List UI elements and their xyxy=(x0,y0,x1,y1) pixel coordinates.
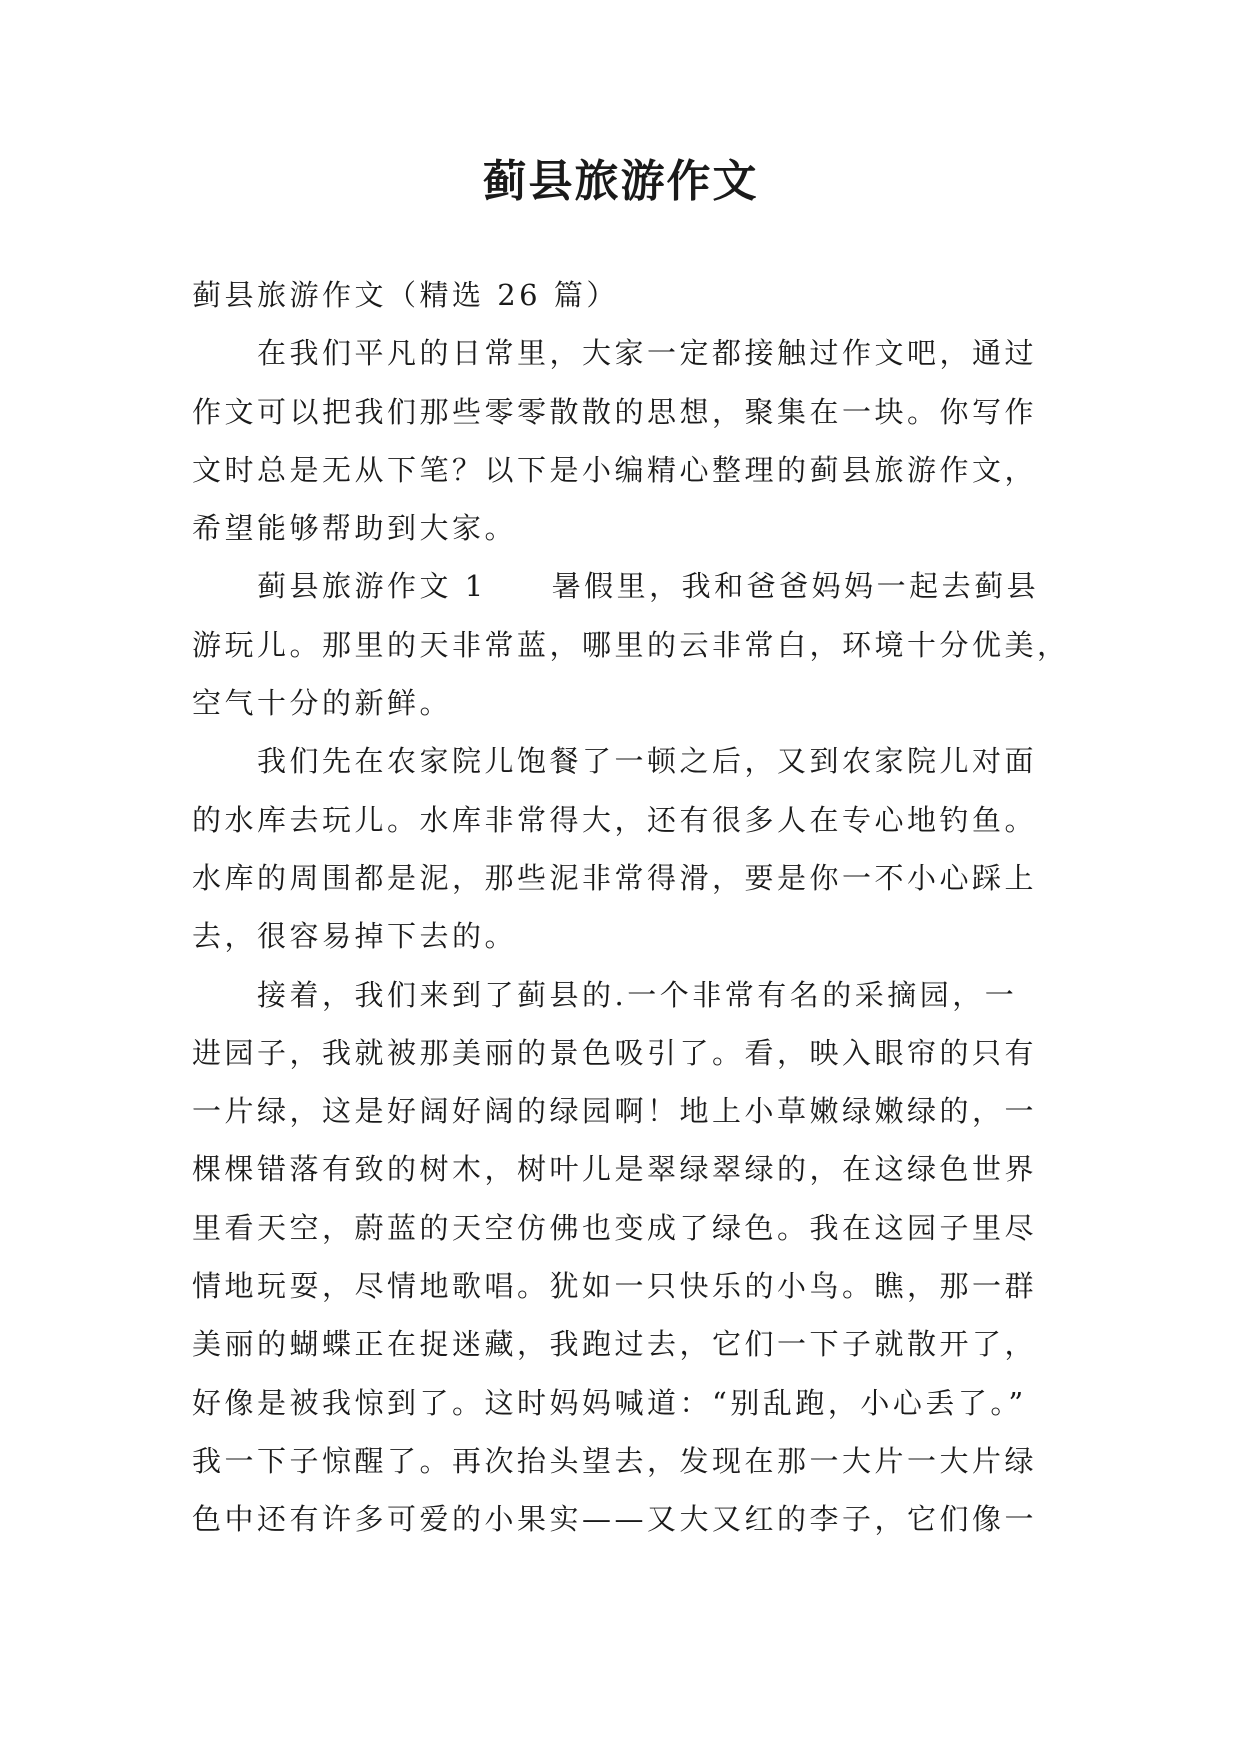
text-line: 蓟县旅游作文 1 暑假里，我和爸爸妈妈一起去蓟县 xyxy=(257,569,1040,604)
text-line: 我一下子惊醒了。再次抬头望去，发现在那一大片一大片绿 xyxy=(192,1443,1038,1478)
document-body xyxy=(192,266,1070,1549)
document-title: 蓟县旅游作文 xyxy=(482,156,759,207)
text-line: 一片绿，这是好阔好阔的绿园啊！地上小草嫩绿嫩绿的，一 xyxy=(192,1094,1038,1129)
text-line: 在我们平凡的日常里，大家一定都接触过作文吧，通过 xyxy=(257,336,1038,371)
text-line: 作文可以把我们那些零零散散的思想，聚集在一块。你写作 xyxy=(192,394,1038,429)
text-line: 文时总是无从下笔？以下是小编精心整理的蓟县旅游作文， xyxy=(192,452,1038,487)
text-line: 里看天空，蔚蓝的天空仿佛也变成了绿色。我在这园子里尽 xyxy=(192,1210,1038,1245)
text-line: 的水库去玩儿。水库非常得大，还有很多人在专心地钓鱼。 xyxy=(192,802,1038,837)
text-line: 色中还有许多可爱的小果实——又大又红的李子，它们像一 xyxy=(192,1502,1038,1537)
text-line: 进园子，我就被那美丽的景色吸引了。看，映入眼帘的只有 xyxy=(192,1035,1038,1070)
text-line: 游玩儿。那里的天非常蓝，哪里的云非常白，环境十分优美， xyxy=(192,627,1070,662)
text-line: 我们先在农家院儿饱餐了一顿之后，又到农家院儿对面 xyxy=(257,744,1038,779)
text-line: 水库的周围都是泥，那些泥非常得滑，要是你一不小心踩上 xyxy=(192,860,1038,895)
text-line: 美丽的蝴蝶正在捉迷藏，我跑过去，它们一下子就散开了， xyxy=(192,1327,1038,1362)
text-line: 蓟县旅游作文（精选 26 篇） xyxy=(192,278,619,312)
text-line: 去，很容易掉下去的。 xyxy=(192,919,518,954)
text-line: 好像是被我惊到了。这时妈妈喊道：“别乱跑，小心丢了。” xyxy=(192,1385,1027,1420)
text-line: 棵棵错落有致的树木，树叶儿是翠绿翠绿的，在这绿色世界 xyxy=(192,1152,1038,1187)
text-line: 希望能够帮助到大家。 xyxy=(192,511,518,546)
text-line: 空气十分的新鲜。 xyxy=(192,686,453,721)
text-line: 情地玩耍，尽情地歌唱。犹如一只快乐的小鸟。瞧，那一群 xyxy=(192,1269,1038,1304)
text-line: 接着，我们来到了蓟县的.一个非常有名的采摘园，一 xyxy=(257,977,1018,1012)
